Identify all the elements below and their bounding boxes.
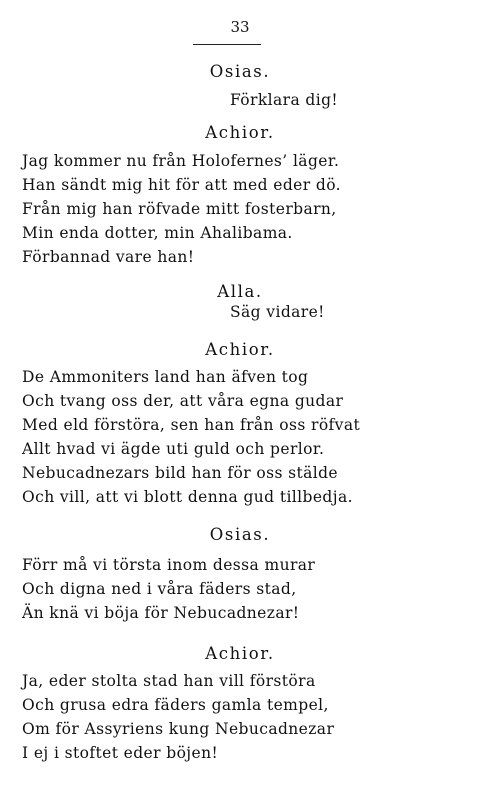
speaker-achior: Achior. <box>205 123 275 142</box>
verse-line: Jag kommer nu från Holofernes’ läger. <box>22 152 340 170</box>
header-rule <box>193 44 261 45</box>
verse-line: Och grusa edra fäders gamla tempel, <box>22 696 329 714</box>
page-number: 33 <box>230 18 250 36</box>
verse-line: Från mig han röfvade mitt fosterbarn, <box>22 200 337 218</box>
verse-line: Förbannad vare han! <box>22 248 195 266</box>
alla-line: Säg vidare! <box>230 303 325 321</box>
verse-line: Allt hvad vi ägde uti guld och perlor. <box>22 440 325 458</box>
speaker-achior: Achior. <box>205 644 275 663</box>
verse-line: Om för Assyriens kung Nebucadnezar <box>22 720 335 738</box>
verse-line: Ja, eder stolta stad han vill förstöra <box>22 672 316 690</box>
verse-line: I ej i stoftet eder böjen! <box>22 744 219 762</box>
speaker-alla: Alla. <box>217 282 263 301</box>
verse-line: Min enda dotter, min Ahalibama. <box>22 224 293 242</box>
verse-line: De Ammoniters land han äfven tog <box>22 368 309 386</box>
verse-line: Han sändt mig hit för att med eder dö. <box>22 176 341 194</box>
verse-line: Än knä vi böja för Nebucadnezar! <box>22 604 300 622</box>
speaker-achior: Achior. <box>205 340 275 359</box>
verse-line: Och digna ned i våra fäders stad, <box>22 580 297 598</box>
verse-line: Med eld förstöra, sen han från oss röfvat <box>22 416 361 434</box>
osias-line: Förklara dig! <box>230 91 339 109</box>
verse-line: Förr må vi törsta inom dessa murar <box>22 556 316 574</box>
speaker-osias: Osias. <box>209 62 271 81</box>
verse-line: Nebucadnezars bild han för oss stälde <box>22 464 339 482</box>
verse-line: Och tvang oss der, att våra egna gudar <box>22 392 344 410</box>
verse-line: Och vill, att vi blott denna gud tillbedja. <box>22 488 353 506</box>
speaker-osias: Osias. <box>209 525 271 544</box>
